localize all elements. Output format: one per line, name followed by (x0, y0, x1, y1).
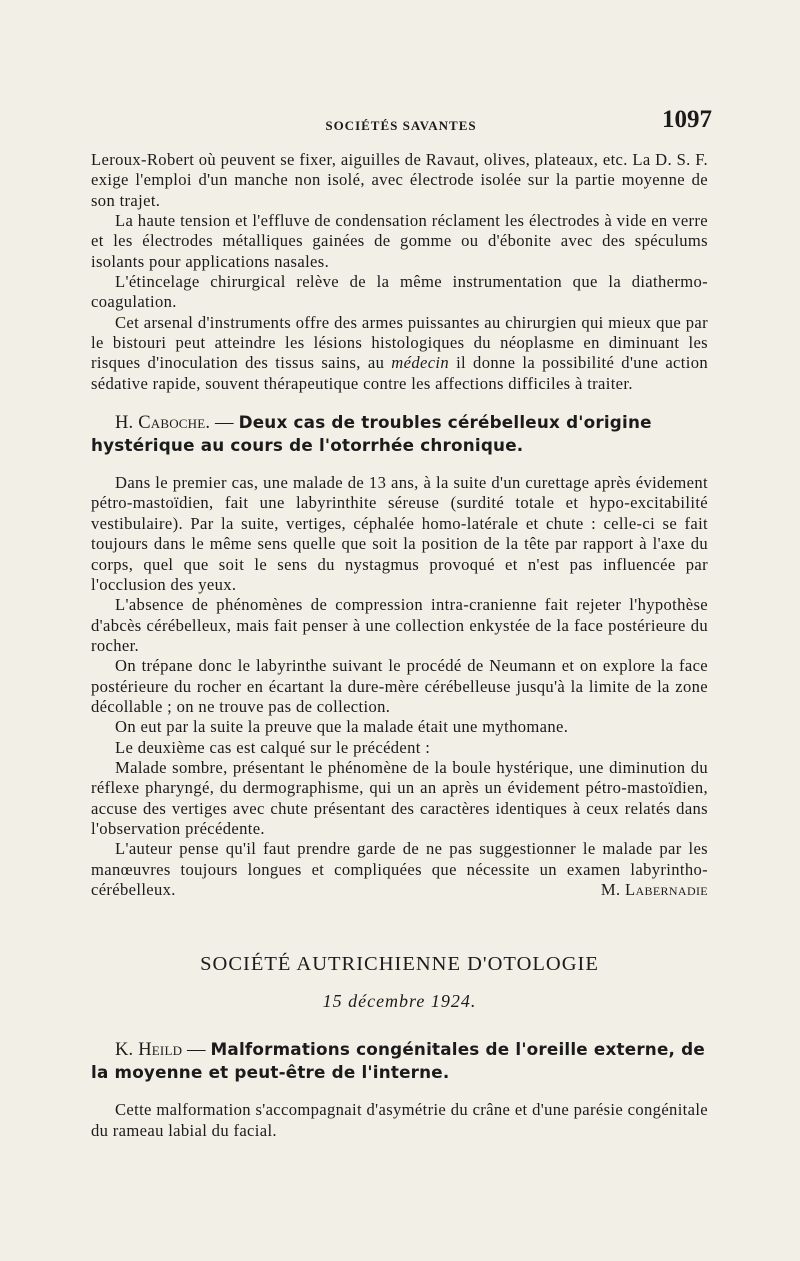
section-date: 15 décembre 1924. (322, 991, 477, 1012)
article-heading (91, 1038, 708, 1084)
article-author: K. Heild (115, 1040, 183, 1061)
paragraph-arsenal-text-b: il donne la possibilité d'une action sédative rapide, souvent thérapeutique contre les affections difficiles à traiter. (91, 353, 708, 393)
paragraph-case-one: Dans le premier cas, une malade de 13 ans, à la suite d'un curettage après évidement pétro-mastoïdien, fait une labyrinthite séreuse (surdité totale et hypo-excitabilité vestibulaire). Par la suite, vertiges, céphalée homo-latérale et chute : celle-ci se fait toujours dans le même sens quelle que soit la position de la tête par rapport à l'axe du corps, quel que soit le sens du nystagmus provoqué et n'est pas influencée par l'occlusion des yeux. (91, 473, 708, 594)
paragraph-case-two: Malade sombre, présentant le phénomène de la boule hystérique, une diminution du réflexe pharyngé, du dermographisme, qui un an après un évidement pétro-mastoïdien, accuse des vertiges avec chute présentant des caractères identiques à ceux relatés dans l'observation précédente. (91, 757, 708, 838)
paragraph-arsenal-text-a: Cet arsenal d'instruments offre des armes puissantes au chirurgien qui mieux que par le bistouri peut atteindre les lésions histologiques du néoplasme en diminuant les risques d'inoculation des tissus sains, au (91, 312, 708, 373)
paragraph-arsenal-italic: médecin (391, 353, 450, 373)
article-heading (91, 411, 708, 457)
paragraph-compression: L'absence de phénomènes de compression intra-cranienne fait rejeter l'hypothèse d'abcès cérébelleux, mais fait penser à une collection enkystée de la face postérieure du rocher. (91, 595, 708, 655)
paragraph-mythomane: On eut par la suite la preuve que la malade était une mythomane. (115, 717, 569, 737)
paragraph-trepanation: On trépane donc le labyrinthe suivant le procédé de Neumann et on explore la face postérieure du rocher en écartant la dure-mère cérébelleuse jusqu'à la limite de la zone décollable ; on ne trouve pas de collection. (91, 656, 708, 716)
article-title: Malformations congénitales de l'oreille externe, de la moyenne et peut-être de l'interne. (91, 1039, 705, 1083)
paragraph-conclusion (91, 839, 708, 900)
heading-dash: — (210, 413, 239, 434)
article-title: Deux cas de troubles cérébelleux d'origine hystérique au cours de l'otorrhée chronique. (91, 412, 652, 456)
article-author: H. Caboche. (115, 413, 211, 434)
paragraph-conclusion-text: L'auteur pense qu'il faut prendre garde de ne pas suggestionner le malade par les manœuvres toujours longues et compliquées que nécessite un examen labyrintho-cérébelleux. (91, 839, 708, 899)
paragraph-high-tension: La haute tension et l'effluve de condensation réclament les électrodes à vide en verre et les électrodes métalliques gainées de gomme ou d'ébonite avec des spéculums isolants pour applications nasales. (91, 211, 708, 271)
section-society-title: SOCIÉTÉ AUTRICHIENNE D'OTOLOGIE (200, 953, 599, 976)
page-header (90, 106, 712, 136)
paragraph-etincelage: L'étincelage chirurgical relève de la même instrumentation que la diathermo-coagulation. (91, 272, 708, 312)
paragraph-continuation: Leroux-Robert où peuvent se fixer, aiguilles de Ravaut, olives, plateaux, etc. La D. S. F. exige l'emploi d'un manche non isolé, avec électrode isolée sur la partie moyenne de son trajet. (91, 150, 708, 210)
paragraph-arsenal (91, 313, 708, 394)
page-body (91, 150, 708, 1141)
article-caboche (91, 411, 708, 900)
page-number: 1097 (662, 106, 712, 133)
paragraph-case-two-intro: Le deuxième cas est calqué sur le précédent : (115, 737, 431, 757)
heading-dash: — (182, 1040, 211, 1061)
paragraph-malformation: Cette malformation s'accompagnait d'asymétrie du crâne et d'une parésie congénitale du rameau labial du facial. (91, 1100, 708, 1140)
article-signature: M. Labernadie (600, 880, 708, 899)
article-heild (91, 1038, 708, 1141)
running-head: SOCIÉTÉS SAVANTES (325, 118, 477, 133)
